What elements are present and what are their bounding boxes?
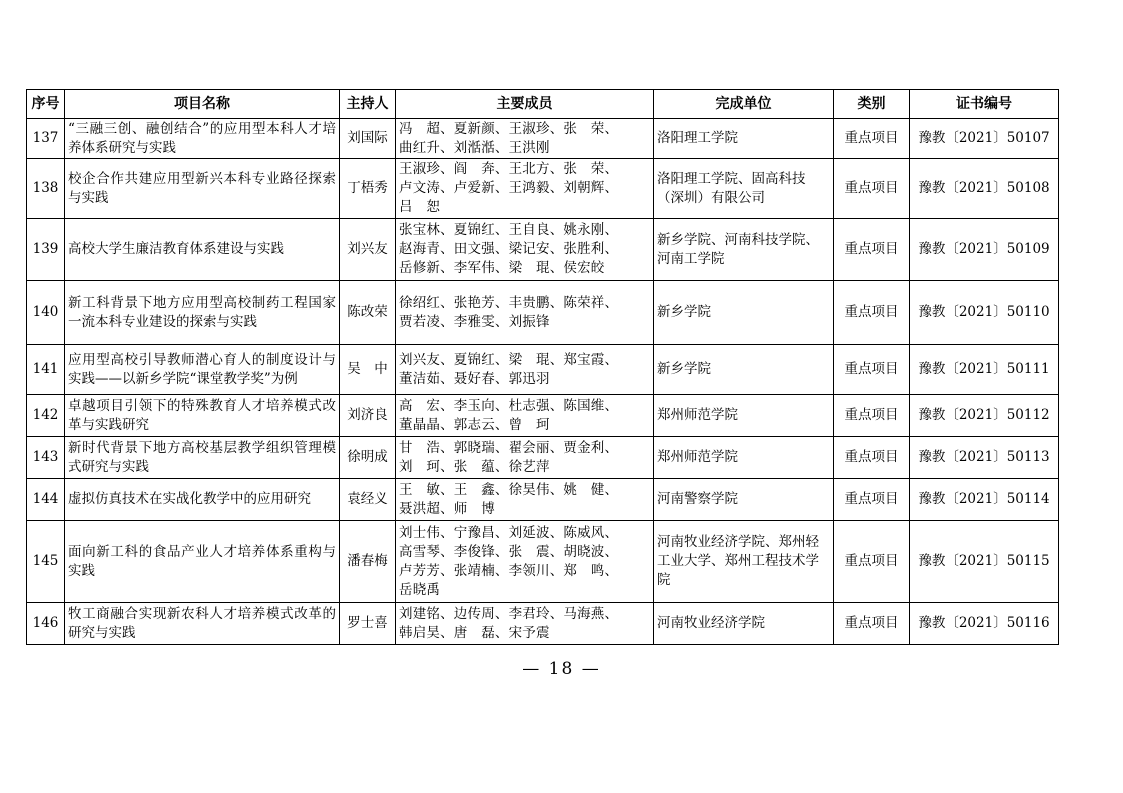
members: 刘兴友、夏锦红、梁 琨、郑宝霞、 董洁茹、聂好春、郭迅羽 [396,345,654,395]
table-row [27,345,1059,395]
members: 王 敏、王 鑫、徐昊伟、姚 健、 聂洪超、师 博 [396,479,654,521]
members: 甘 浩、郭晓瑞、翟会丽、贾金利、 刘 珂、张 蕴、徐艺萍 [396,437,654,479]
cert-number: 豫教〔2021〕50108 [910,159,1059,219]
row-no: 137 [27,119,65,159]
unit: 洛阳理工学院、固高科技（深圳）有限公司 [654,159,834,219]
row-no: 140 [27,281,65,345]
project-name: 校企合作共建应用型新兴本科专业路径探索与实践 [65,159,340,219]
unit: 郑州师范学院 [654,437,834,479]
cert-number: 豫教〔2021〕50116 [910,603,1059,645]
row-no: 139 [27,219,65,281]
cert-number: 豫教〔2021〕50115 [910,521,1059,603]
header-members: 主要成员 [396,90,654,119]
row-no: 145 [27,521,65,603]
host-name: 丁梧秀 [340,159,396,219]
members: 刘士伟、宁豫昌、刘延波、陈威风、 高雪琴、李俊锋、张 震、胡晓波、 卢芳芳、张靖楠、李领川、郑 鸣、 岳晓禹 [396,521,654,603]
members: 刘建铭、边传周、李君玲、马海燕、 韩启昊、唐 磊、宋予震 [396,603,654,645]
unit: 郑州师范学院 [654,395,834,437]
row-no: 143 [27,437,65,479]
host-name: 刘济良 [340,395,396,437]
table-header-row [27,90,1059,119]
host-name: 徐明成 [340,437,396,479]
header-project-name: 项目名称 [65,90,340,119]
table-row [27,219,1059,281]
category: 重点项目 [834,479,910,521]
award-table [26,89,1059,645]
row-no: 138 [27,159,65,219]
category: 重点项目 [834,345,910,395]
page-number: — 18 — [522,659,601,679]
table-row [27,521,1059,603]
table-row [27,437,1059,479]
table-row [27,395,1059,437]
host-name: 刘兴友 [340,219,396,281]
category: 重点项目 [834,219,910,281]
category: 重点项目 [834,281,910,345]
category: 重点项目 [834,521,910,603]
header-category: 类别 [834,90,910,119]
table-row [27,119,1059,159]
cert-number: 豫教〔2021〕50113 [910,437,1059,479]
members: 冯 超、夏新颜、王淑珍、张 荣、 曲红升、刘湉湉、王洪刚 [396,119,654,159]
header-host: 主持人 [340,90,396,119]
host-name: 吴 中 [340,345,396,395]
row-no: 141 [27,345,65,395]
cert-number: 豫教〔2021〕50112 [910,395,1059,437]
project-name: 新时代背景下地方高校基层教学组织管理模式研究与实践 [65,437,340,479]
project-name: 应用型高校引导教师潜心育人的制度设计与实践——以新乡学院“课堂教学奖”为例 [65,345,340,395]
table-row [27,159,1059,219]
cert-number: 豫教〔2021〕50111 [910,345,1059,395]
row-no: 146 [27,603,65,645]
project-name: 高校大学生廉洁教育体系建设与实践 [65,219,340,281]
cert-number: 豫教〔2021〕50107 [910,119,1059,159]
host-name: 潘春梅 [340,521,396,603]
unit: 洛阳理工学院 [654,119,834,159]
category: 重点项目 [834,119,910,159]
unit: 河南警察学院 [654,479,834,521]
unit: 新乡学院、河南科技学院、河南工学院 [654,219,834,281]
members: 张宝林、夏锦红、王自良、姚永刚、 赵海青、田文强、梁记安、张胜利、 岳修新、李军伟、梁 琨、侯宏皎 [396,219,654,281]
category: 重点项目 [834,437,910,479]
row-no: 144 [27,479,65,521]
host-name: 罗士喜 [340,603,396,645]
category: 重点项目 [834,159,910,219]
project-name: 新工科背景下地方应用型高校制药工程国家一流本科专业建设的探索与实践 [65,281,340,345]
header-no: 序号 [27,90,65,119]
unit: 河南牧业经济学院 [654,603,834,645]
table-row [27,479,1059,521]
table-row [27,281,1059,345]
table-row [27,603,1059,645]
project-name: “三融三创、融创结合”的应用型本科人才培养体系研究与实践 [65,119,340,159]
unit: 新乡学院 [654,345,834,395]
header-cert-number: 证书编号 [910,90,1059,119]
project-name: 牧工商融合实现新农科人才培养模式改革的研究与实践 [65,603,340,645]
cert-number: 豫教〔2021〕50110 [910,281,1059,345]
members: 王淑珍、阎 奔、王北方、张 荣、 卢文涛、卢爱新、王鸿毅、刘朝辉、 吕 恕 [396,159,654,219]
category: 重点项目 [834,395,910,437]
members: 徐绍红、张艳芳、丰贵鹏、陈荣祥、 贾若凌、李雅雯、刘振锋 [396,281,654,345]
project-name: 面向新工科的食品产业人才培养体系重构与实践 [65,521,340,603]
project-name: 卓越项目引领下的特殊教育人才培养模式改革与实践研究 [65,395,340,437]
header-unit: 完成单位 [654,90,834,119]
cert-number: 豫教〔2021〕50114 [910,479,1059,521]
unit: 河南牧业经济学院、郑州轻工业大学、郑州工程技术学院 [654,521,834,603]
host-name: 袁经义 [340,479,396,521]
members: 高 宏、李玉向、杜志强、陈国维、 董晶晶、郭志云、曾 珂 [396,395,654,437]
category: 重点项目 [834,603,910,645]
host-name: 陈改荣 [340,281,396,345]
cert-number: 豫教〔2021〕50109 [910,219,1059,281]
project-name: 虚拟仿真技术在实战化教学中的应用研究 [65,479,340,521]
row-no: 142 [27,395,65,437]
host-name: 刘国际 [340,119,396,159]
unit: 新乡学院 [654,281,834,345]
